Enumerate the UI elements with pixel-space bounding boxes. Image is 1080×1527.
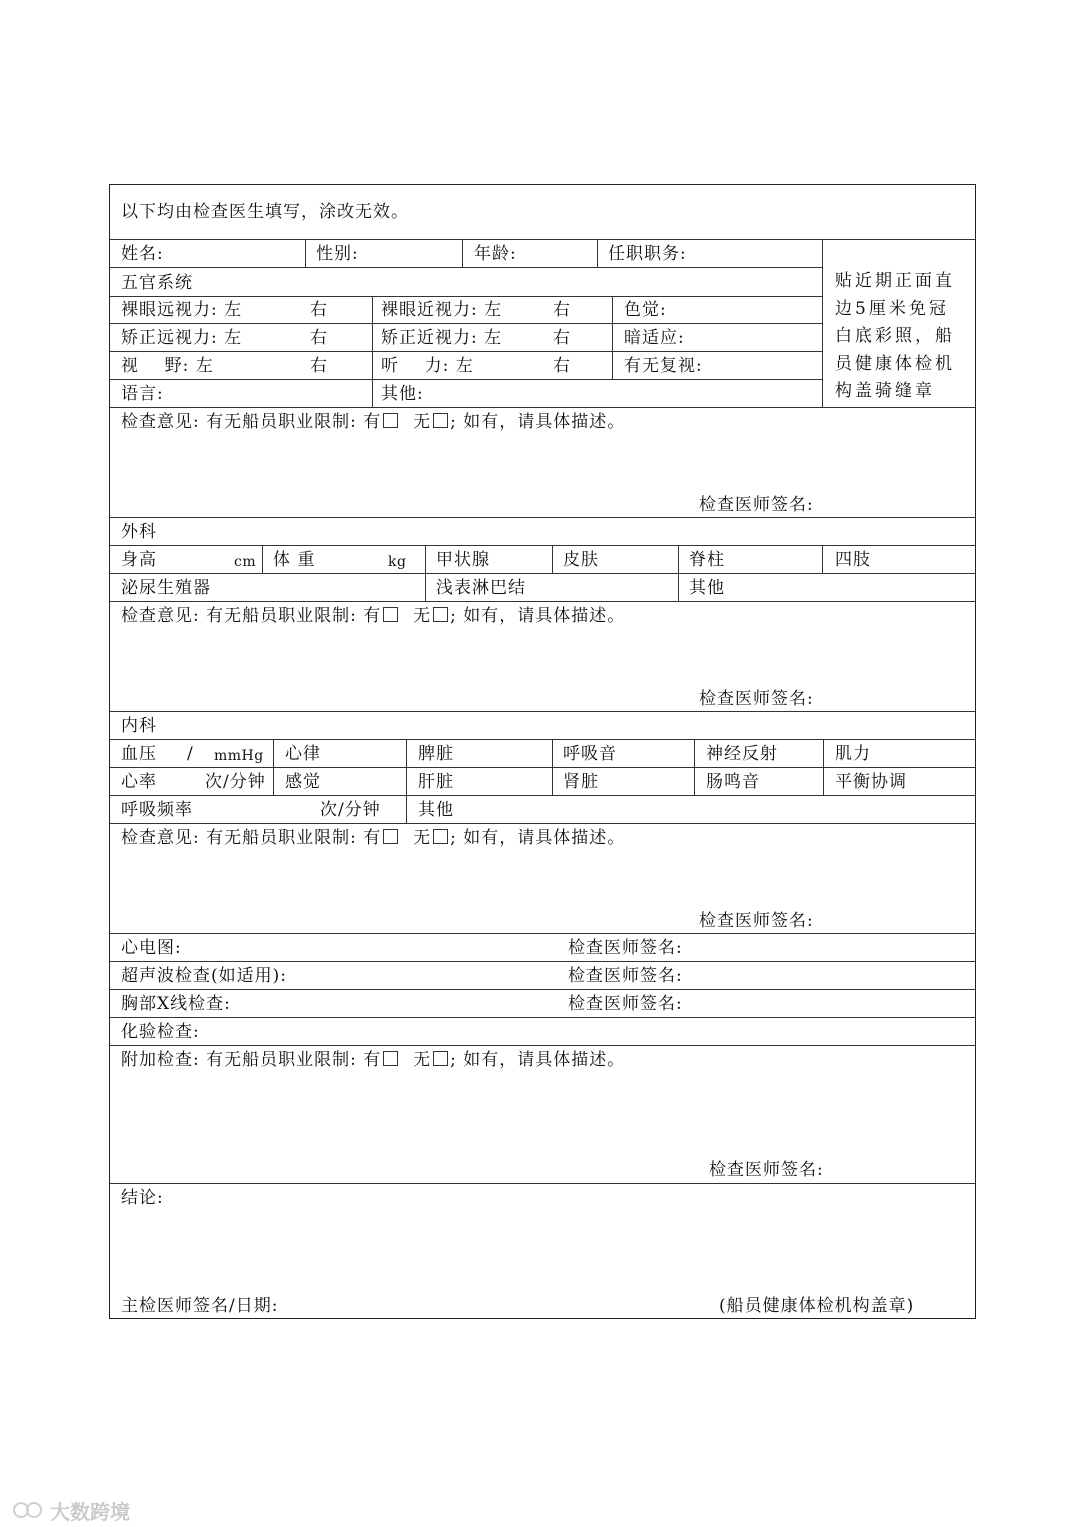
ultrasound-doctor-signature[interactable]: 检查医师签名: — [568, 966, 683, 986]
row-divider — [109, 545, 976, 546]
col-divider — [552, 545, 553, 573]
col-divider — [612, 296, 613, 379]
thyroid-field[interactable]: 甲状腺 — [436, 550, 490, 570]
col-divider — [552, 739, 553, 795]
row-divider — [109, 379, 822, 380]
corrected-near-vision-right[interactable]: 右 — [553, 328, 571, 348]
color-vision-field[interactable]: 色觉: — [624, 300, 667, 320]
col-divider — [678, 545, 679, 601]
heart-rhythm-field[interactable]: 心律 — [285, 744, 321, 764]
header-note: 以下均由检查医生填写，涂改无效。 — [121, 202, 409, 222]
col-divider — [597, 239, 598, 267]
row-divider — [109, 601, 976, 602]
internal-section-title: 内科 — [121, 716, 157, 736]
heart-rate-label[interactable]: 心率 — [121, 772, 157, 792]
skin-field[interactable]: 皮肤 — [563, 550, 599, 570]
col-divider — [694, 739, 695, 795]
heart-rate-unit: 次/分钟 — [205, 772, 266, 792]
photo-placeholder-note: 贴近期正面直边5厘米免冠白底彩照，船员健康体检机构盖骑缝章 — [835, 271, 955, 401]
language-field[interactable]: 语言: — [121, 384, 164, 404]
col-divider — [372, 296, 373, 407]
double-vision-field[interactable]: 有无复视: — [624, 356, 703, 376]
additional-doctor-signature[interactable]: 检查医师签名: — [709, 1160, 824, 1180]
row-divider — [109, 296, 822, 297]
hearing-left[interactable]: 听 力: 左 — [381, 356, 474, 376]
visual-field-right[interactable]: 右 — [310, 356, 328, 376]
liver-field[interactable]: 肝脏 — [418, 772, 454, 792]
restriction-no-checkbox[interactable] — [433, 1051, 448, 1066]
blood-pressure-separator: / — [187, 744, 194, 764]
surgery-section-title: 外科 — [121, 522, 157, 542]
chief-doctor-signature-date[interactable]: 主检医师签名/日期: — [121, 1296, 279, 1316]
name-field[interactable]: 姓名: — [121, 244, 164, 264]
dark-adaptation-field[interactable]: 暗适应: — [624, 328, 685, 348]
row-divider — [109, 1183, 976, 1184]
naked-far-vision-right[interactable]: 右 — [310, 300, 328, 320]
naked-near-vision-right[interactable]: 右 — [553, 300, 571, 320]
row-divider — [109, 795, 976, 796]
row-divider — [109, 517, 976, 518]
breath-sound-field[interactable]: 呼吸音 — [563, 744, 617, 764]
restriction-no-checkbox[interactable] — [433, 829, 448, 844]
limbs-field[interactable]: 四肢 — [835, 550, 871, 570]
corrected-near-vision-left[interactable]: 矫正近视力: 左 — [381, 328, 503, 348]
col-divider — [406, 739, 407, 823]
senses-other-field[interactable]: 其他: — [381, 384, 424, 404]
col-divider — [462, 239, 463, 267]
col-divider — [273, 739, 274, 795]
xray-doctor-signature[interactable]: 检查医师签名: — [568, 994, 683, 1014]
corrected-far-vision-left[interactable]: 矫正远视力: 左 — [121, 328, 243, 348]
restriction-no-checkbox[interactable] — [433, 607, 448, 622]
internal-doctor-signature[interactable]: 检查医师签名: — [699, 911, 814, 931]
row-divider — [109, 407, 976, 408]
surgery-other-field[interactable]: 其他 — [689, 578, 725, 598]
col-divider — [822, 545, 823, 573]
restriction-no-checkbox[interactable] — [433, 413, 448, 428]
ecg-doctor-signature[interactable]: 检查医师签名: — [568, 938, 683, 958]
urogenital-field[interactable]: 泌尿生殖器 — [121, 578, 211, 598]
xray-field[interactable]: 胸部X线检查: — [121, 994, 231, 1014]
kidney-field[interactable]: 肾脏 — [563, 772, 599, 792]
internal-other-field[interactable]: 其他 — [418, 800, 454, 820]
internal-opinion: 检查意见: 有无船员职业限制: 有 无 ; 如有，请具体描述。 — [121, 828, 626, 848]
balance-field[interactable]: 平衡协调 — [835, 772, 907, 792]
naked-near-vision-left[interactable]: 裸眼近视力: 左 — [381, 300, 503, 320]
surgery-opinion: 检查意见: 有无船员职业限制: 有 无 ; 如有，请具体描述。 — [121, 606, 626, 626]
col-divider — [262, 545, 263, 573]
age-field[interactable]: 年龄: — [474, 244, 517, 264]
row-divider — [109, 961, 976, 962]
conclusion-label[interactable]: 结论: — [121, 1188, 164, 1208]
row-divider — [109, 989, 976, 990]
respiratory-rate-unit: 次/分钟 — [320, 800, 381, 820]
weight-unit: kg — [388, 554, 407, 570]
row-divider — [109, 767, 976, 768]
naked-far-vision-left[interactable]: 裸眼远视力: 左 — [121, 300, 243, 320]
restriction-yes-checkbox[interactable] — [383, 607, 398, 622]
hearing-right[interactable]: 右 — [553, 356, 571, 376]
row-divider — [109, 351, 822, 352]
col-divider — [822, 239, 823, 407]
row-divider — [109, 323, 822, 324]
senses-section-title: 五官系统 — [121, 273, 193, 293]
col-divider — [425, 545, 426, 601]
respiratory-rate-label[interactable]: 呼吸频率 — [121, 800, 193, 820]
row-divider — [109, 823, 976, 824]
senses-doctor-signature[interactable]: 检查医师签名: — [699, 495, 814, 515]
restriction-yes-checkbox[interactable] — [383, 1051, 398, 1066]
institution-stamp-note: (船员健康体检机构盖章) — [719, 1296, 915, 1316]
spine-field[interactable]: 脊柱 — [689, 550, 725, 570]
row-divider — [109, 267, 822, 268]
row-divider — [109, 573, 976, 574]
restriction-yes-checkbox[interactable] — [383, 829, 398, 844]
additional-exam-opinion: 附加检查: 有无船员职业限制: 有 无 ; 如有，请具体描述。 — [121, 1050, 626, 1070]
reflex-field[interactable]: 神经反射 — [706, 744, 778, 764]
row-divider — [109, 239, 976, 240]
col-divider — [305, 239, 306, 267]
row-divider — [109, 711, 976, 712]
ecg-field[interactable]: 心电图: — [121, 938, 182, 958]
row-divider — [109, 933, 976, 934]
sensation-field[interactable]: 感觉 — [285, 772, 321, 792]
blood-pressure-label[interactable]: 血压 — [121, 744, 157, 764]
senses-opinion: 检查意见: 有无船员职业限制: 有 无 ; 如有，请具体描述。 — [121, 412, 626, 432]
row-divider — [109, 739, 976, 740]
gender-field[interactable]: 性别: — [316, 244, 359, 264]
muscle-field[interactable]: 肌力 — [835, 744, 871, 764]
corrected-far-vision-right[interactable]: 右 — [310, 328, 328, 348]
watermark-logo-icon — [12, 1501, 44, 1519]
position-field[interactable]: 任职职务: — [608, 244, 687, 264]
col-divider — [823, 739, 824, 795]
lab-test-field[interactable]: 化验检查: — [121, 1022, 200, 1042]
row-divider — [109, 1017, 976, 1018]
weight-label[interactable]: 体 重 — [273, 550, 316, 570]
spleen-field[interactable]: 脾脏 — [418, 744, 454, 764]
watermark-text: 大数跨境 — [50, 1500, 130, 1524]
visual-field-left[interactable]: 视 野: 左 — [121, 356, 214, 376]
height-label[interactable]: 身高 — [121, 550, 157, 570]
height-unit: cm — [234, 554, 257, 570]
blood-pressure-unit: mmHg — [214, 748, 264, 764]
restriction-yes-checkbox[interactable] — [383, 413, 398, 428]
lymph-field[interactable]: 浅表淋巴结 — [436, 578, 526, 598]
row-divider — [109, 1045, 976, 1046]
surgery-doctor-signature[interactable]: 检查医师签名: — [699, 689, 814, 709]
ultrasound-field[interactable]: 超声波检查(如适用): — [121, 966, 287, 986]
bowel-sound-field[interactable]: 肠鸣音 — [706, 772, 760, 792]
